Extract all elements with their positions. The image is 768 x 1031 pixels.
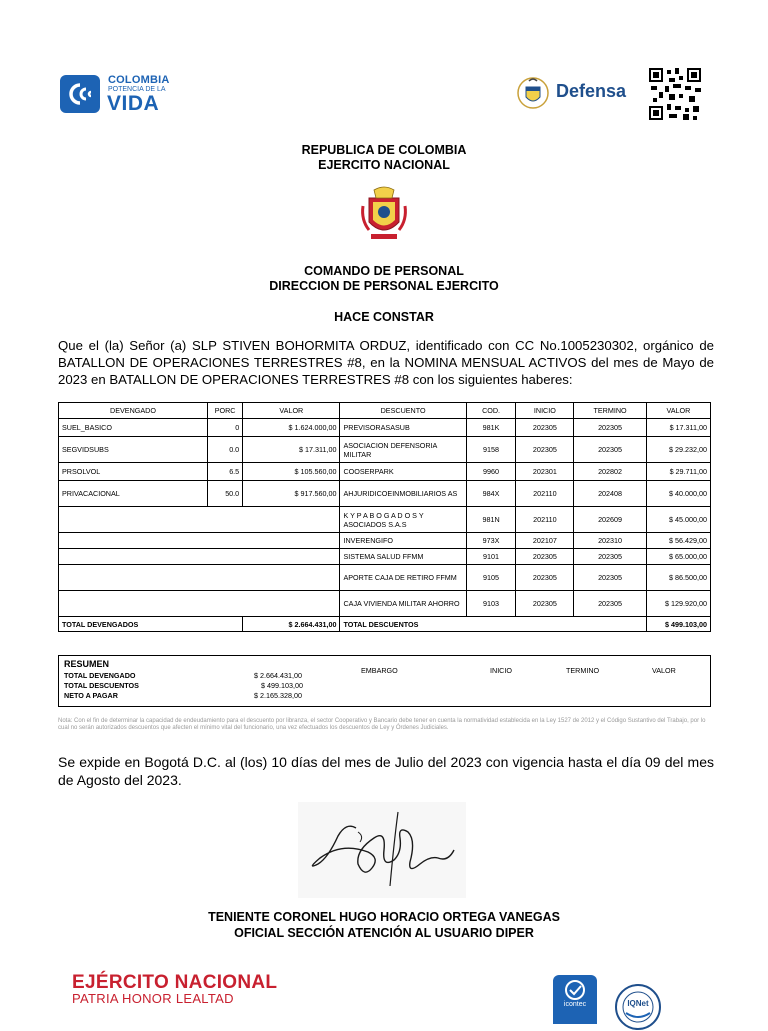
cell-devengado-empty [59, 591, 340, 617]
cell-termino: 202802 [574, 463, 646, 481]
signatory-title: OFICIAL SECCIÓN ATENCIÓN AL USUARIO DIPER [234, 926, 534, 940]
resumen-neto-label: NETO A PAGAR [64, 691, 118, 700]
cell-devengado-empty [59, 533, 340, 549]
cell-valor-descuento: $ 56.429,00 [646, 533, 710, 549]
cell-descuento: K Y P A B O G A D O S Y ASOCIADOS S.A.S [340, 507, 466, 533]
table-row [59, 591, 711, 617]
cell-cod: 981K [466, 419, 516, 437]
iqnet-badge [614, 983, 662, 1024]
footer-org: EJÉRCITO NACIONAL [72, 972, 278, 993]
cell-valor-descuento: $ 17.311,00 [646, 419, 710, 437]
colombia-logo-line1: COLOMBIA [108, 74, 170, 86]
cell-inicio: 202305 [516, 565, 574, 591]
cell-descuento: CAJA VIVIENDA MILITAR AHORRO [340, 591, 466, 617]
cell-inicio: 202305 [516, 591, 574, 617]
cell-inicio: 202110 [516, 507, 574, 533]
embargo-valor-header: VALOR [652, 666, 676, 675]
cell-termino: 202305 [574, 591, 646, 617]
cell-cod: 9105 [466, 565, 516, 591]
embargo-inicio-header: INICIO [490, 666, 512, 675]
cell-termino: 202305 [574, 419, 646, 437]
resumen-title: RESUMEN [64, 659, 110, 669]
cell-devengado: PRSOLVOL [59, 463, 208, 481]
cell-porc: 6.5 [208, 463, 243, 481]
cell-devengado: SEGVIDSUBS [59, 437, 208, 463]
total-devengados-value: $ 2.664.431,00 [243, 617, 340, 632]
coat-of-arms-icon [514, 73, 552, 113]
cell-valor: $ 17.311,00 [243, 437, 340, 463]
cell-valor: $ 105.560,00 [243, 463, 340, 481]
cell-devengado: PRIVACACIONAL [59, 481, 208, 507]
icontec-label: icontec [563, 1001, 587, 1008]
cell-inicio: 202301 [516, 463, 574, 481]
cell-valor-descuento: $ 65.000,00 [646, 549, 710, 565]
cell-devengado: SUEL_BASICO [59, 419, 208, 437]
resumen-total-devengado-value: $ 2.664.431,00 [254, 671, 302, 680]
qr-code [649, 68, 701, 120]
cell-valor-descuento: $ 29.232,00 [646, 437, 710, 463]
cell-devengado-empty [59, 549, 340, 565]
closing-paragraph: Se expide en Bogotá D.C. al (los) 10 días del mes de Julio del 2023 con vigencia hasta el día 09 del mes de Agosto del 2023. [58, 754, 714, 788]
cell-termino: 202310 [574, 533, 646, 549]
col-header-descuento: DESCUENTO [340, 403, 466, 419]
table-header-row [59, 403, 711, 419]
cell-devengado-empty [59, 507, 340, 533]
header-hace-constar: HACE CONSTAR [334, 310, 434, 324]
total-descuentos-label: TOTAL DESCUENTOS [340, 617, 646, 632]
cell-inicio: 202107 [516, 533, 574, 549]
cell-valor-descuento: $ 86.500,00 [646, 565, 710, 591]
signatory-name: TENIENTE CORONEL HUGO HORACIO ORTEGA VANEGAS [208, 910, 560, 924]
table-row [59, 565, 711, 591]
cell-inicio: 202110 [516, 481, 574, 507]
footer-motto: PATRIA HONOR LEALTAD [72, 991, 234, 1006]
table-row [59, 437, 711, 463]
cell-descuento: ASOCIACION DEFENSORIA MILITAR [340, 437, 466, 463]
cell-devengado-empty [59, 565, 340, 591]
table-row [59, 533, 711, 549]
cell-inicio: 202305 [516, 419, 574, 437]
table-totals-row [59, 617, 711, 632]
defensa-logo-text: Defensa [556, 81, 627, 101]
cell-inicio: 202305 [516, 437, 574, 463]
col-header-devengado: DEVENGADO [59, 403, 208, 419]
cell-descuento: COOSERPARK [340, 463, 466, 481]
cell-cod: 9101 [466, 549, 516, 565]
cell-descuento: AHJURIDICOEINMOBILIARIOS AS [340, 481, 466, 507]
resumen-total-descuentos-label: TOTAL DESCUENTOS [64, 681, 139, 690]
col-header-valor: VALOR [243, 403, 340, 419]
colombia-logo-line3: VIDA [107, 92, 160, 115]
colombia-logo-line2: POTENCIA DE LA [108, 86, 166, 93]
cell-termino: 202305 [574, 565, 646, 591]
cell-valor: $ 1.624.000,00 [243, 419, 340, 437]
header-republica: REPUBLICA DE COLOMBIA [301, 143, 467, 157]
col-header-inicio: INICIO [516, 403, 574, 419]
header-direccion: DIRECCION DE PERSONAL EJERCITO [269, 279, 499, 293]
colombia-potencia-de-la-vida-logo [60, 73, 180, 115]
legal-note: Nota: Con el fin de determinar la capacidad de endeudamiento para el descuento por libranza, el sector Cooperativo y Bancario debe tener en cuenta la normatividad establecida en la Ley 1527 de 2012 y el Código Sustantivo del Trabajo, por lo cual no serán autorizados descuentos que afecten el mínimo vital del funcionario, una vez efectuados los descuentos de Ley y Órdenes Judiciales. [58, 718, 706, 731]
col-header-termino: TERMINO [574, 403, 646, 419]
resumen-box [58, 655, 711, 707]
table-row [59, 463, 711, 481]
embargo-header: EMBARGO [361, 666, 398, 675]
cell-cod: 9103 [466, 591, 516, 617]
handwritten-signature [298, 802, 466, 898]
table-row [59, 419, 711, 437]
embargo-termino-header: TERMINO [566, 666, 600, 675]
icontec-badge [553, 975, 597, 1024]
cell-porc: 50.0 [208, 481, 243, 507]
cell-porc: 0 [208, 419, 243, 437]
header-comando: COMANDO DE PERSONAL [304, 264, 464, 278]
cell-cod: 9158 [466, 437, 516, 463]
cell-valor-descuento: $ 45.000,00 [646, 507, 710, 533]
col-header-cod: COD. [466, 403, 516, 419]
cell-termino: 202609 [574, 507, 646, 533]
cell-descuento: PREVISORASASUB [340, 419, 466, 437]
cell-valor: $ 917.560,00 [243, 481, 340, 507]
cell-porc: 0.0 [208, 437, 243, 463]
table-row [59, 481, 711, 507]
cell-valor-descuento: $ 29.711,00 [646, 463, 710, 481]
header-ejercito: EJERCITO NACIONAL [318, 158, 450, 172]
cell-valor-descuento: $ 40.000,00 [646, 481, 710, 507]
cell-descuento: INVERENGIFO [340, 533, 466, 549]
cell-termino: 202305 [574, 549, 646, 565]
resumen-neto-value: $ 2.165.328,00 [254, 691, 302, 700]
cell-cod: 9960 [466, 463, 516, 481]
cell-termino: 202408 [574, 481, 646, 507]
table-row [59, 549, 711, 565]
cell-valor-descuento: $ 129.920,00 [646, 591, 710, 617]
cell-descuento: APORTE CAJA DE RETIRO FFMM [340, 565, 466, 591]
intro-paragraph: Que el (la) Señor (a) SLP STIVEN BOHORMITA ORDUZ, identificado con CC No.1005230302, orgánico de BATALLON DE OPERACIONES TERRESTRES #8, en la NOMINA MENSUAL ACTIVOS del mes de Mayo de 2023 en BATALLON DE OPERACIONES TERRESTRES #8 con los siguientes haberes: [58, 338, 714, 387]
total-descuentos-value: $ 499.103,00 [646, 617, 710, 632]
cell-cod: 984X [466, 481, 516, 507]
col-header-valor-descuento: VALOR [646, 403, 710, 419]
haberes-table [58, 402, 711, 632]
resumen-total-descuentos-value: $ 499.103,00 [261, 681, 303, 690]
colombia-logo-icon [60, 73, 102, 115]
iqnet-label: IQNet [627, 999, 649, 1008]
table-row [59, 507, 711, 533]
total-devengados-label: TOTAL DEVENGADOS [59, 617, 243, 632]
cell-cod: 973X [466, 533, 516, 549]
resumen-total-devengado-label: TOTAL DEVENGADO [64, 671, 136, 680]
col-header-porc: PORC [208, 403, 243, 419]
cell-inicio: 202305 [516, 549, 574, 565]
cell-descuento: SISTEMA SALUD FFMM [340, 549, 466, 565]
ejercito-emblem-icon [359, 186, 409, 244]
cell-termino: 202305 [574, 437, 646, 463]
defensa-logo [514, 73, 634, 113]
cell-cod: 981N [466, 507, 516, 533]
